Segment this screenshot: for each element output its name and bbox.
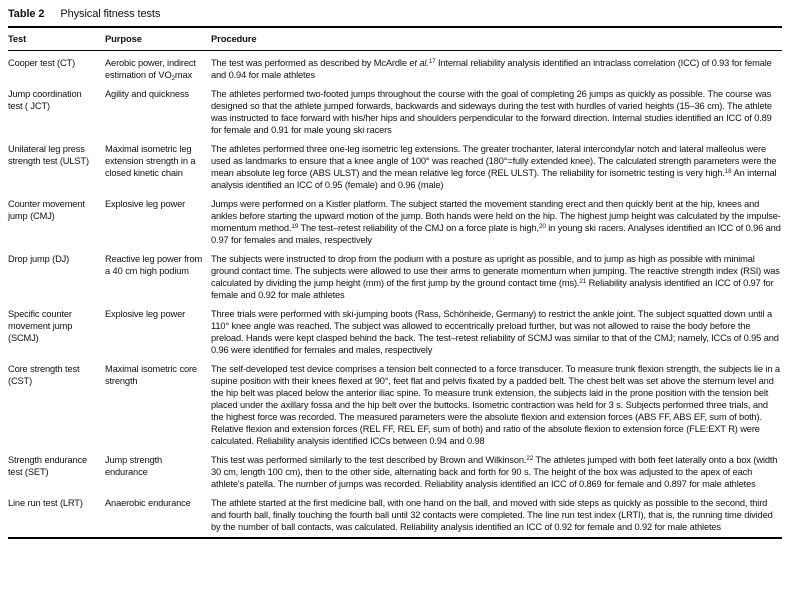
test-cell: Unilateral leg press strength test (ULST) [8,144,89,166]
table-row [8,360,782,451]
purpose-cell: Reactive leg power from a 40 cm high podium [105,254,203,276]
table-row [8,494,782,538]
column-header-procedure: Procedure [211,27,782,51]
procedure-cell: The subjects were instructed to drop from the podium with a posture as upright as possible, and to jump as high as possible with minimal ground contact time. The subjects were allowed to use their arms to generate momentum when jumping. The reactive strength index (RSI) was calculated by dividing the jump height (mm) of the first jump by the ground contact time (ms).$^{21}$ Reliability analysis identified an ICC of 0.97 for female and 0.92 for male athletes [211,254,780,300]
procedure-cell: This test was performed similarly to the test described by Brown and Wilkinson.$^{22}$ The athletes jumped with both feet laterally onto a box (width 30 cm, length 100 cm), then to the other side, alternating back and forth for 90 s. The height of the box was adjusted to the apex of each athlete's patella. The number of jumps was recorded. Reliability analysis identified an ICC of 0.869 for female and 0.897 for male athletes [211,455,778,489]
purpose-cell: Maximal isometric leg extension strength in a closed kinetic chain [105,144,196,178]
table-row [8,250,782,305]
table-title: Physical fitness tests [60,8,161,20]
table-row [8,85,782,140]
table-number: Table 2 [8,8,45,20]
table-body [8,51,782,538]
procedure-cell: The self-developed test device comprises a tension belt connected to a force transducer. To measure trunk flexion strength, the subjects lie in a supine position with their knees flexed at 90°, feet flat and pelvis fixated by a padded belt. The chest belt was set above the sternum level and the hip belt was placed below the anterior iliac spine. To measure trunk extension, the subjects laid in the prone position with the tension belt placed under the axillary fossa and the hip belt over the buttocks. Isometric contraction was held for 3 s. Subjects performed three trials, and the highest force was recorded. The measured parameters were the absolute flexion and extension forces (ABS FF, ABS EF, sum of both). Relative flexion and extension forces (REL FF, REL EF, sum of both) and ratio of the absolute flexion to extension force (FLE:EXT R) were calculated. Reliability analysis identified ICCs between 0.94 and 0.98 [211,364,780,446]
table-row [8,51,782,85]
purpose-cell: Maximal isometric core strength [105,364,197,386]
purpose-cell: Anaerobic endurance [105,498,191,508]
header-row [8,27,782,51]
test-cell: Strength endurance test (SET) [8,455,88,477]
test-cell: Line run test (LRT) [8,498,83,508]
column-header-purpose: Purpose [105,27,211,51]
table-row [8,451,782,494]
procedure-cell: The athlete started at the first medicine ball, with one hand on the ball, and moved with side steps as quickly as possible to the second, third and fourth ball, finally touching the fourth ball until 32 contacts were completed. The line run test index (LRTI), that is, the running time divided by the number of ball contacts, was calculated. Reliability analysis identified an ICC of 0.92 for female and 0.92 for male athletes [211,498,773,532]
purpose-cell: Jump strength endurance [105,455,163,477]
purpose-cell: Explosive leg power [105,199,186,209]
purpose-cell: Explosive leg power [105,309,186,319]
test-cell: Cooper test (CT) [8,58,76,68]
test-cell: Counter movement jump (CMJ) [8,199,85,221]
table-row [8,140,782,195]
procedure-cell: Three trials were performed with ski-jumping boots (Rass, Schönheide, Germany) to restrict the ankle joint. The subject squatted down until a 110° knee angle was reached. The subject was allowed to eccentrically preload further, but was not allowed to raise the body before the preload. Hands were kept clasped behind the back. The test–retest reliability of SCMJ was similar to that of the CMJ; namely, ICCs of 0.95 and 0.96 were identified for females and males, respectively [211,309,779,355]
table-header [8,27,782,51]
test-cell: Jump coordination test ( JCT) [8,89,82,111]
test-cell: Drop jump (DJ) [8,254,70,264]
fitness-tests-table [8,26,782,539]
procedure-cell: Jumps were performed on a Kistler platform. The subject started the movement standing erect and then quickly bent at the hip, knees and ankles before starting the upward motion of the jump. Both hands were held on the hip. The highest jump height was calculated by the impulse-momentum method.$^{19}$ The test–retest reliability of the CMJ on a force plate is high,$^{20}$ in young ski racers. Analyses identified an ICC of 0.96 and 0.97 for females and males, respectively [211,199,781,245]
purpose-cell: Aerobic power, indirect estimation of $VO_2\max$ [105,58,196,82]
table-caption [8,5,782,26]
test-cell: Specific counter movement jump (SCMJ) [8,309,73,343]
column-header-test: Test [8,27,105,51]
test-cell: Core strength test (CST) [8,364,80,386]
purpose-cell: Agility and quickness [105,89,189,99]
procedure-cell: The test was performed as described by McArdle et al.$^{17}$ Internal reliability analysis identified an intraclass correlation (ICC) of 0.93 for female and 0.94 for male athletes [211,58,772,80]
procedure-cell: The athletes performed three one-leg isometric leg extensions. The greater trochanter, lateral intercondylar notch and lateral malleolus were used as landmarks to ensure that a knee angle of 100° was reached (180°=fully extended knee). The calculated strength parameters were the mean absolute leg force (ABS ULST) and the mean relative leg force (REL ULST). The reliability for isometric testing is very high.$^{18}$ An internal analysis identified an ICC of 0.95 (female) and 0.96 (male) [211,144,777,190]
procedure-cell: The athletes performed two-footed jumps throughout the course with the goal of completing 26 jumps as quickly as possible. The course was designed so that the athlete jumped forwards, backwards and sideways during the test with hurdles of varied heights (15–36 cm). The athlete was instructed to face forward with his/her hips and shoulders perpendicular to the forward direction. Internal studies identified an ICC of 0.89 for female and 0.91 for male young ski racers [211,89,772,135]
table-row [8,195,782,250]
table-row [8,305,782,360]
